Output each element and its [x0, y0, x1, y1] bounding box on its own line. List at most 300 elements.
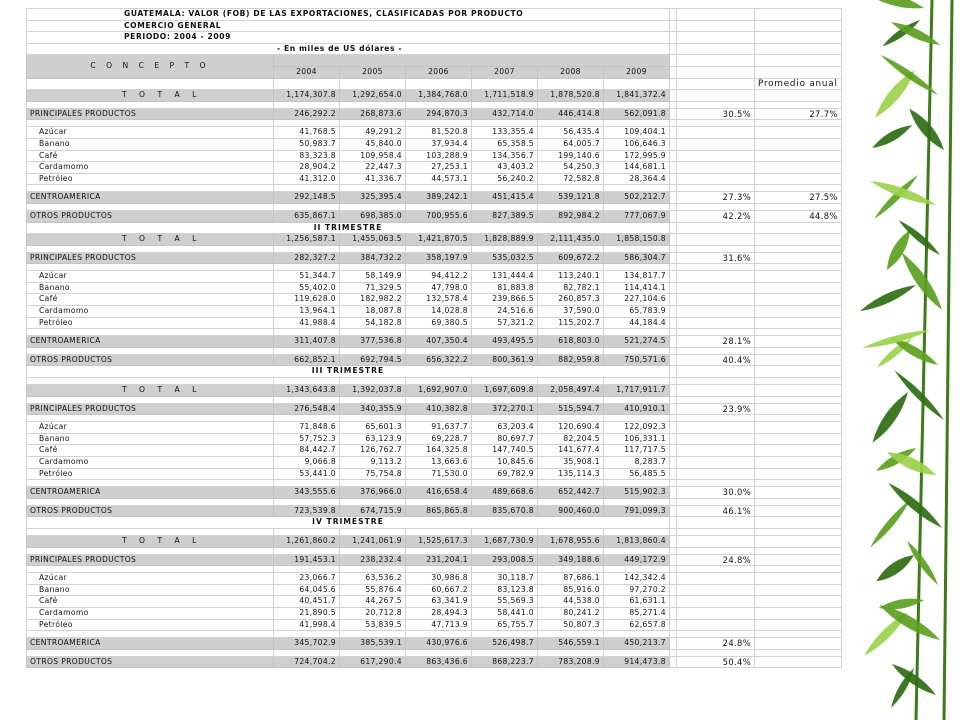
value-cell: 9,066.8 — [274, 457, 340, 469]
row-label: Cardamomo — [27, 607, 274, 619]
value-cell: 41,998.4 — [274, 619, 340, 631]
percent-share-cell — [677, 150, 755, 162]
value-cell: 372,270.1 — [472, 403, 538, 415]
quarter-heading: IV TRIMESTRE — [27, 517, 670, 529]
product-row — [27, 317, 842, 329]
year-header: 2009 — [604, 66, 670, 78]
value-cell: 65,601.3 — [340, 422, 406, 434]
value-cell: 134,817.7 — [604, 271, 670, 283]
value-cell: 61,631.1 — [604, 596, 670, 608]
value-cell: 85,271.4 — [604, 607, 670, 619]
value-cell: 63,341.9 — [406, 596, 472, 608]
value-cell: 1,692,907.0 — [406, 385, 472, 397]
row-label: PRINCIPALES PRODUCTOS — [27, 108, 274, 120]
percent-share-cell: 27.3% — [677, 192, 755, 204]
report-subtitle-units: - En miles de US dólares - — [27, 43, 670, 55]
value-cell: 246,292.2 — [274, 108, 340, 120]
bamboo-leaf — [863, 0, 926, 13]
percent-share-cell — [677, 573, 755, 585]
value-cell: 83,323.8 — [274, 150, 340, 162]
percent-share-cell: 40.4% — [677, 354, 755, 366]
value-cell: 71,329.5 — [340, 282, 406, 294]
value-cell: 41,312.0 — [274, 173, 340, 185]
value-cell: 119,628.0 — [274, 294, 340, 306]
value-cell: 44,573.1 — [406, 173, 472, 185]
row-label: PRINCIPALES PRODUCTOS — [27, 403, 274, 415]
report-title: GUATEMALA: VALOR (FOB) DE LAS EXPORTACIONES, CLASIFICADAS POR PRODUCTO — [27, 9, 670, 21]
bamboo-leaf — [905, 105, 948, 153]
quarter-heading-row — [27, 222, 842, 234]
value-cell: 53,441.0 — [274, 468, 340, 480]
value-cell: 71,848.6 — [274, 422, 340, 434]
percent-share-cell — [677, 90, 755, 102]
value-cell: 777,067.9 — [604, 210, 670, 222]
value-cell: 1,384,768.0 — [406, 90, 472, 102]
category-row — [27, 336, 842, 348]
value-cell: 617,290.4 — [340, 656, 406, 668]
percent-share-cell — [677, 282, 755, 294]
value-cell: 260,857.3 — [538, 294, 604, 306]
category-row — [27, 210, 842, 222]
value-cell: 227,104.6 — [604, 294, 670, 306]
product-row — [27, 282, 842, 294]
value-cell: 47,713.9 — [406, 619, 472, 631]
total-row — [27, 90, 842, 102]
value-cell: 54,250.3 — [538, 162, 604, 174]
value-cell: 9,113.2 — [340, 457, 406, 469]
percent-share-cell: 46.1% — [677, 505, 755, 517]
value-cell: 45,840.0 — [340, 138, 406, 150]
value-cell: 172,995.9 — [604, 150, 670, 162]
percent-share-cell — [677, 317, 755, 329]
value-cell: 618,803.0 — [538, 336, 604, 348]
percent-share-cell — [677, 306, 755, 318]
percent-share-cell — [677, 619, 755, 631]
value-cell: 14,028.8 — [406, 306, 472, 318]
value-cell: 63,123.9 — [340, 433, 406, 445]
category-row — [27, 656, 842, 668]
value-cell: 44,267.5 — [340, 596, 406, 608]
value-cell: 60,667.2 — [406, 584, 472, 596]
value-cell: 865,865.8 — [406, 505, 472, 517]
value-cell: 133,355.4 — [472, 127, 538, 139]
row-label: OTROS PRODUCTOS — [27, 505, 274, 517]
quarter-heading-row — [27, 517, 842, 529]
value-cell: 515,902.3 — [604, 487, 670, 499]
value-cell: 1,292,654.0 — [340, 90, 406, 102]
category-row — [27, 554, 842, 566]
value-cell: 134,356.7 — [472, 150, 538, 162]
product-row — [27, 294, 842, 306]
value-cell: 539,121.8 — [538, 192, 604, 204]
row-label: T O T A L — [27, 385, 274, 397]
value-cell: 103,288.9 — [406, 150, 472, 162]
value-cell: 40,451.7 — [274, 596, 340, 608]
value-cell: 44,184.4 — [604, 317, 670, 329]
value-cell: 783,208.9 — [538, 656, 604, 668]
product-row — [27, 162, 842, 174]
category-row — [27, 192, 842, 204]
value-cell: 82,204.5 — [538, 433, 604, 445]
value-cell: 343,555.6 — [274, 487, 340, 499]
value-cell: 914,473.8 — [604, 656, 670, 668]
value-cell: 117,717.5 — [604, 445, 670, 457]
year-header: 2008 — [538, 66, 604, 78]
value-cell: 164,325.8 — [406, 445, 472, 457]
percent-share-cell — [677, 433, 755, 445]
bamboo-leaf — [868, 389, 913, 446]
value-cell: 142,342.4 — [604, 573, 670, 585]
value-cell: 115,202.7 — [538, 317, 604, 329]
value-cell: 63,203.4 — [472, 422, 538, 434]
value-cell: 44,538.0 — [538, 596, 604, 608]
percent-share-cell: 50.4% — [677, 656, 755, 668]
value-cell: 27,253.1 — [406, 162, 472, 174]
percent-share-cell — [677, 468, 755, 480]
value-cell: 1,717,911.7 — [604, 385, 670, 397]
value-cell: 389,242.1 — [406, 192, 472, 204]
spacer-row — [27, 528, 842, 535]
percent-share-cell — [677, 607, 755, 619]
value-cell: 85,916.0 — [538, 584, 604, 596]
value-cell: 1,421,870.5 — [406, 234, 472, 246]
concepto-header: C O N C E P T O — [27, 55, 274, 78]
value-cell: 410,910.1 — [604, 403, 670, 415]
value-cell: 1,256,587.1 — [274, 234, 340, 246]
value-cell: 750,571.6 — [604, 354, 670, 366]
value-cell: 892,984.2 — [538, 210, 604, 222]
percent-share-cell — [677, 138, 755, 150]
year-header: 2007 — [472, 66, 538, 78]
value-cell: 635,867.1 — [274, 210, 340, 222]
value-cell: 276,548.4 — [274, 403, 340, 415]
subtitle-row — [27, 20, 842, 32]
value-cell: 1,261,860.2 — [274, 535, 340, 547]
percent-share-cell — [677, 584, 755, 596]
value-cell: 521,274.5 — [604, 336, 670, 348]
value-cell: 80,697.7 — [472, 433, 538, 445]
year-header: 2005 — [340, 66, 406, 78]
exports-table — [26, 8, 842, 668]
bamboo-leaf — [892, 368, 946, 422]
value-cell: 199,140.6 — [538, 150, 604, 162]
value-cell: 609,672.2 — [538, 252, 604, 264]
value-cell: 55,876.4 — [340, 584, 406, 596]
value-cell: 345,702.9 — [274, 638, 340, 650]
percent-share-cell — [677, 234, 755, 246]
row-label: CENTROAMERICA — [27, 192, 274, 204]
value-cell: 238,232.4 — [340, 554, 406, 566]
value-cell: 141,677.4 — [538, 445, 604, 457]
row-label: Café — [27, 294, 274, 306]
bamboo-leaf — [873, 550, 917, 585]
value-cell: 83,123.8 — [472, 584, 538, 596]
value-cell: 64,005.7 — [538, 138, 604, 150]
product-row — [27, 596, 842, 608]
row-label: Banano — [27, 138, 274, 150]
spacer-row — [27, 120, 842, 127]
value-cell: 1,392,037.8 — [340, 385, 406, 397]
value-cell: 835,670.8 — [472, 505, 538, 517]
product-row — [27, 306, 842, 318]
row-label: Café — [27, 150, 274, 162]
spacer-row — [27, 347, 842, 354]
value-cell: 71,530.0 — [406, 468, 472, 480]
value-cell: 58,149.9 — [340, 271, 406, 283]
value-cell: 724,704.2 — [274, 656, 340, 668]
value-cell: 28,904.2 — [274, 162, 340, 174]
row-label: Petróleo — [27, 317, 274, 329]
promedio-anual-cell: 27.5% — [755, 192, 842, 204]
value-cell: 2,058,497.4 — [538, 385, 604, 397]
value-cell: 863,436.6 — [406, 656, 472, 668]
row-label: CENTROAMERICA — [27, 487, 274, 499]
spacer-row — [27, 566, 842, 573]
product-row — [27, 422, 842, 434]
row-label: T O T A L — [27, 90, 274, 102]
row-label: Azúcar — [27, 422, 274, 434]
value-cell: 868,223.7 — [472, 656, 538, 668]
value-cell: 84,442.7 — [274, 445, 340, 457]
value-cell: 28,364.4 — [604, 173, 670, 185]
value-cell: 57,321.2 — [472, 317, 538, 329]
value-cell: 58,441.0 — [472, 607, 538, 619]
spacer-row — [27, 498, 842, 505]
row-label: PRINCIPALES PRODUCTOS — [27, 252, 274, 264]
subtitle-row — [27, 43, 842, 55]
bamboo-stem — [944, 0, 952, 720]
value-cell: 385,539.1 — [340, 638, 406, 650]
product-row — [27, 445, 842, 457]
value-cell: 1,174,307.8 — [274, 90, 340, 102]
value-cell: 18,087.8 — [340, 306, 406, 318]
value-cell: 282,327.2 — [274, 252, 340, 264]
value-cell: 1,241,061.9 — [340, 535, 406, 547]
value-cell: 882,959.8 — [538, 354, 604, 366]
value-cell: 1,678,955.6 — [538, 535, 604, 547]
value-cell: 94,412.2 — [406, 271, 472, 283]
promedio-anual-header: Promedio anual — [755, 78, 842, 90]
category-row — [27, 403, 842, 415]
value-cell: 1,841,372.4 — [604, 90, 670, 102]
value-cell: 800,361.9 — [472, 354, 538, 366]
value-cell: 106,331.1 — [604, 433, 670, 445]
spacer-row — [27, 415, 842, 422]
percent-share-cell: 28.1% — [677, 336, 755, 348]
value-cell: 293,008.5 — [472, 554, 538, 566]
product-row — [27, 584, 842, 596]
value-cell: 13,964.1 — [274, 306, 340, 318]
spacer-row — [27, 480, 842, 487]
value-cell: 30,118.7 — [472, 573, 538, 585]
value-cell: 62,657.8 — [604, 619, 670, 631]
row-label: Azúcar — [27, 271, 274, 283]
value-cell: 23,066.7 — [274, 573, 340, 585]
quarter-heading-row — [27, 366, 842, 378]
value-cell: 791,099.3 — [604, 505, 670, 517]
value-cell: 56,435.4 — [538, 127, 604, 139]
value-cell: 652,442.7 — [538, 487, 604, 499]
value-cell: 674,715.9 — [340, 505, 406, 517]
value-cell: 147,740.5 — [472, 445, 538, 457]
spacer-row — [27, 396, 842, 403]
value-cell: 349,188.6 — [538, 554, 604, 566]
value-cell: 1,878,520.8 — [538, 90, 604, 102]
value-cell: 586,304.7 — [604, 252, 670, 264]
percent-share-cell — [677, 385, 755, 397]
row-label: Petróleo — [27, 619, 274, 631]
value-cell: 122,092.3 — [604, 422, 670, 434]
percent-share-cell: 31.6% — [677, 252, 755, 264]
category-row — [27, 108, 842, 120]
value-cell: 239,866.5 — [472, 294, 538, 306]
value-cell: 50,807.3 — [538, 619, 604, 631]
value-cell: 135,114.3 — [538, 468, 604, 480]
spacer-row — [27, 547, 842, 554]
row-label: Cardamomo — [27, 457, 274, 469]
value-cell: 294,870.3 — [406, 108, 472, 120]
row-label: Petróleo — [27, 468, 274, 480]
value-cell: 80,241.2 — [538, 607, 604, 619]
value-cell: 451,415.4 — [472, 192, 538, 204]
value-cell: 51,344.7 — [274, 271, 340, 283]
value-cell: 65,783.9 — [604, 306, 670, 318]
row-label: Petróleo — [27, 173, 274, 185]
value-cell: 55,402.0 — [274, 282, 340, 294]
value-cell: 10,845.6 — [472, 457, 538, 469]
percent-share-cell: 42.2% — [677, 210, 755, 222]
value-cell: 1,711,518.9 — [472, 90, 538, 102]
value-cell: 430,976.6 — [406, 638, 472, 650]
value-cell: 546,559.1 — [538, 638, 604, 650]
total-row — [27, 385, 842, 397]
percent-share-cell: 24.8% — [677, 554, 755, 566]
value-cell: 113,240.1 — [538, 271, 604, 283]
value-cell: 692,794.5 — [340, 354, 406, 366]
value-cell: 69,228.7 — [406, 433, 472, 445]
year-header: 2006 — [406, 66, 472, 78]
value-cell: 57,752.3 — [274, 433, 340, 445]
value-cell: 340,355.9 — [340, 403, 406, 415]
value-cell: 535,032.5 — [472, 252, 538, 264]
percent-share-cell: 30.0% — [677, 487, 755, 499]
value-cell: 489,668.6 — [472, 487, 538, 499]
value-cell: 8,283.7 — [604, 457, 670, 469]
value-cell: 75,754.8 — [340, 468, 406, 480]
value-cell: 109,404.1 — [604, 127, 670, 139]
value-cell: 81,883.8 — [472, 282, 538, 294]
value-cell: 54,182.8 — [340, 317, 406, 329]
percent-share-cell: 24.8% — [677, 638, 755, 650]
value-cell: 700,955.6 — [406, 210, 472, 222]
value-cell: 106,646.3 — [604, 138, 670, 150]
row-label: T O T A L — [27, 234, 274, 246]
row-label: Banano — [27, 584, 274, 596]
product-row — [27, 468, 842, 480]
value-cell: 56,240.2 — [472, 173, 538, 185]
value-cell: 493,495.5 — [472, 336, 538, 348]
value-cell: 30,986.8 — [406, 573, 472, 585]
value-cell: 827,389.5 — [472, 210, 538, 222]
promedio-row — [27, 78, 842, 90]
value-cell: 377,536.8 — [340, 336, 406, 348]
value-cell: 1,525,617.3 — [406, 535, 472, 547]
bamboo-leaf — [904, 539, 941, 587]
row-label: OTROS PRODUCTOS — [27, 656, 274, 668]
promedio-anual-cell: 27.7% — [755, 108, 842, 120]
product-row — [27, 457, 842, 469]
row-label: Café — [27, 445, 274, 457]
value-cell: 64,045.6 — [274, 584, 340, 596]
percent-share-cell: 30.5% — [677, 108, 755, 120]
bamboo-leaf — [858, 281, 918, 315]
row-label: Cardamomo — [27, 306, 274, 318]
value-cell: 35,908.1 — [538, 457, 604, 469]
product-row — [27, 138, 842, 150]
value-cell: 376,966.0 — [340, 487, 406, 499]
product-row — [27, 607, 842, 619]
spacer-row — [27, 649, 842, 656]
value-cell: 72,582.8 — [538, 173, 604, 185]
value-cell: 37,590.0 — [538, 306, 604, 318]
quarter-heading: III TRIMESTRE — [27, 366, 670, 378]
value-cell: 22,447.3 — [340, 162, 406, 174]
value-cell: 515,594.7 — [538, 403, 604, 415]
percent-share-cell — [677, 294, 755, 306]
percent-share-cell: 23.9% — [677, 403, 755, 415]
percent-share-cell — [677, 596, 755, 608]
value-cell: 144,681.1 — [604, 162, 670, 174]
value-cell: 1,697,609.8 — [472, 385, 538, 397]
value-cell: 432,714.0 — [472, 108, 538, 120]
value-cell: 410,382.8 — [406, 403, 472, 415]
row-label: Cardamomo — [27, 162, 274, 174]
bamboo-leaf — [897, 250, 946, 314]
row-label: Banano — [27, 282, 274, 294]
value-cell: 446,414.8 — [538, 108, 604, 120]
value-cell: 69,380.5 — [406, 317, 472, 329]
value-cell: 2,111,435.0 — [538, 234, 604, 246]
value-cell: 502,212.7 — [604, 192, 670, 204]
percent-share-cell — [677, 162, 755, 174]
value-cell: 41,768.5 — [274, 127, 340, 139]
value-cell: 268,873.6 — [340, 108, 406, 120]
quarter-heading: II TRIMESTRE — [27, 222, 670, 234]
value-cell: 20,712.8 — [340, 607, 406, 619]
percent-share-cell — [677, 271, 755, 283]
spacer-row — [27, 245, 842, 252]
percent-share-cell — [677, 535, 755, 547]
row-label: CENTROAMERICA — [27, 336, 274, 348]
spacer-row — [27, 185, 842, 192]
spacer-row — [27, 203, 842, 210]
value-cell: 69,782.9 — [472, 468, 538, 480]
product-row — [27, 271, 842, 283]
value-cell: 526,498.7 — [472, 638, 538, 650]
value-cell: 311,407.8 — [274, 336, 340, 348]
value-cell: 292,148.5 — [274, 192, 340, 204]
percent-share-cell — [677, 445, 755, 457]
value-cell: 1,455,063.5 — [340, 234, 406, 246]
value-cell: 41,988.4 — [274, 317, 340, 329]
value-cell: 449,172.9 — [604, 554, 670, 566]
spacer-row — [27, 329, 842, 336]
row-label: T O T A L — [27, 535, 274, 547]
value-cell: 65,755.7 — [472, 619, 538, 631]
value-cell: 13,663.6 — [406, 457, 472, 469]
product-row — [27, 619, 842, 631]
percent-share-cell — [677, 127, 755, 139]
